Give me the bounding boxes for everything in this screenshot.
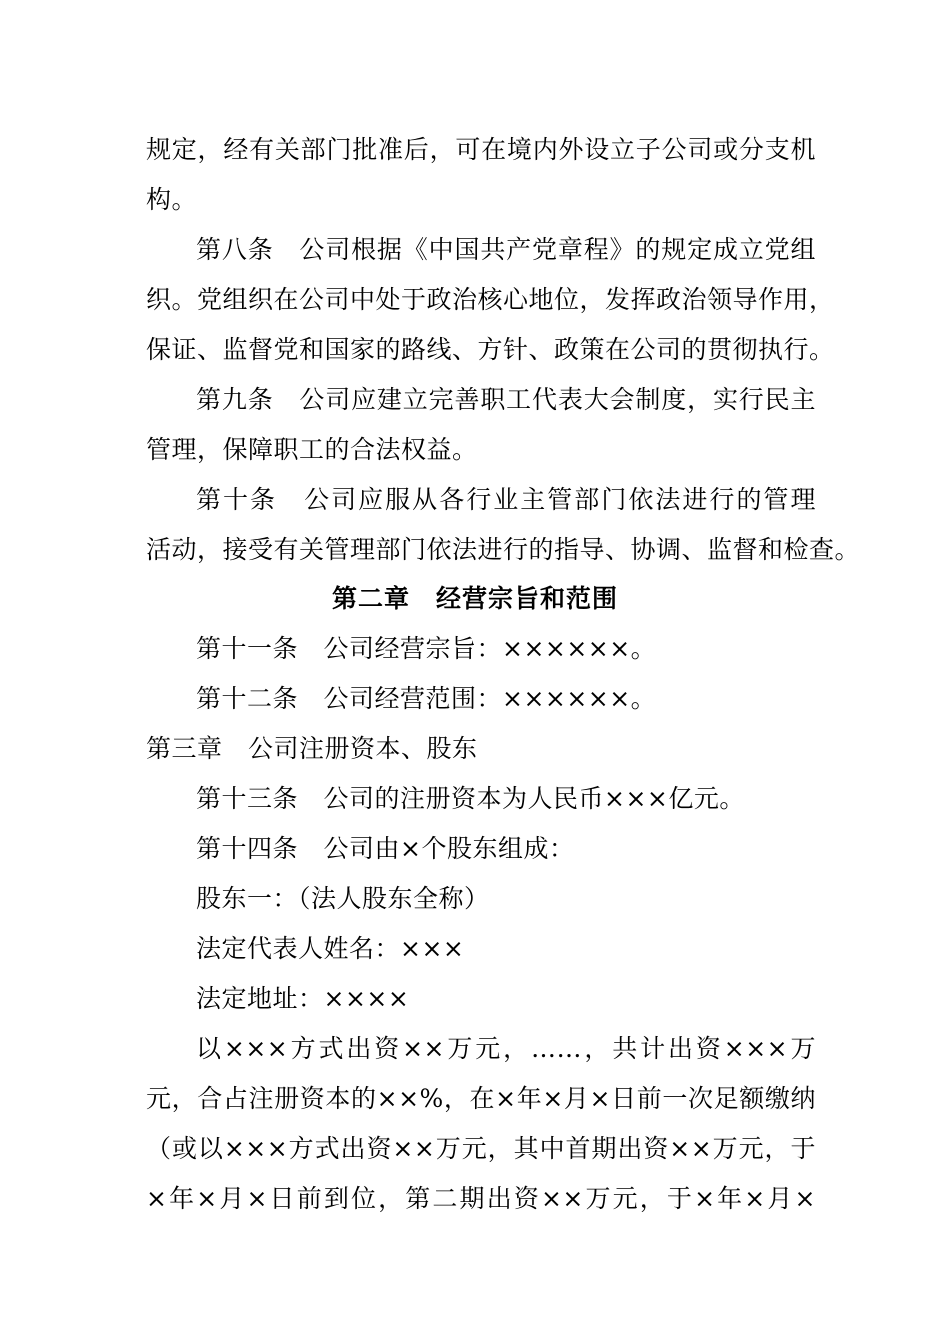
text-line-1: 规定，经有关部门批准后，可在境内外设立子公司或分支机 — [146, 135, 816, 164]
contribution-line-4: ×年×月×日前到位，第二期出资××万元，于×年×月× — [146, 1184, 816, 1213]
text-line-2: 构。 — [146, 185, 198, 214]
article-8-line-1: 第八条 公司根据《中国共产党章程》的规定成立党组 — [196, 235, 816, 264]
article-10-line-1: 第十条 公司应服从各行业主管部门依法进行的管理 — [196, 485, 816, 514]
contribution-line-1: 以×××方式出资××万元，……，共计出资×××万 — [196, 1034, 816, 1063]
article-8-line-3: 保证、监督党和国家的路线、方针、政策在公司的贯彻执行。 — [146, 335, 835, 364]
article-8-line-2: 织。党组织在公司中处于政治核心地位，发挥政治领导作用， — [146, 285, 835, 314]
chapter-2-heading: 第二章 经营宗旨和范围 — [331, 584, 618, 613]
legal-representative: 法定代表人姓名：××× — [196, 934, 465, 963]
contribution-line-2: 元，合占注册资本的××%，在×年×月×日前一次足额缴纳 — [146, 1084, 816, 1113]
shareholder-1-name: 股东一：（法人股东全称） — [196, 884, 490, 913]
article-12: 第十二条 公司经营范围：××××××。 — [196, 684, 657, 713]
article-10-line-2: 活动，接受有关管理部门依法进行的指导、协调、监督和检查。 — [146, 535, 861, 564]
article-14: 第十四条 公司由×个股东组成： — [196, 834, 575, 863]
article-9-line-1: 第九条 公司应建立完善职工代表大会制度，实行民主 — [196, 385, 816, 414]
article-9-line-2: 管理，保障职工的合法权益。 — [146, 435, 478, 464]
contribution-line-3: （或以×××方式出资××万元，其中首期出资××万元，于 — [146, 1134, 816, 1163]
article-11: 第十一条 公司经营宗旨：××××××。 — [196, 634, 657, 663]
legal-address: 法定地址：×××× — [196, 984, 410, 1013]
article-13: 第十三条 公司的注册资本为人民币×××亿元。 — [196, 784, 745, 813]
chapter-3-heading: 第三章 公司注册资本、股东 — [146, 734, 478, 763]
